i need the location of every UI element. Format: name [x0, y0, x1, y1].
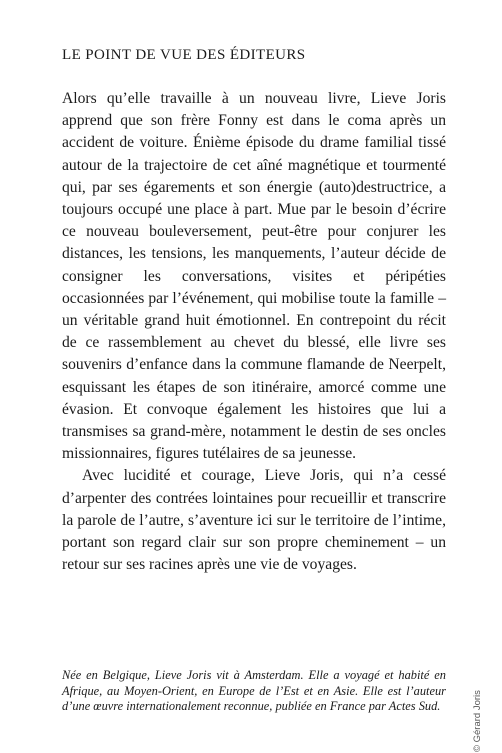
summary-text	[62, 88, 446, 576]
summary-paragraph-1: Alors qu’elle travaille à un nouveau livre, Lieve Joris apprend que son frère Fonny est dans le coma après un accident de voiture. Énième épisode du drame familial tissé autour de la trajectoire de cet aîné magnétique et tourmenté qui, par ses égarements et son énergie (auto)destructrice, a toujours occupé une place à part. Mue par le besoin d’écrire ce nouveau bouleversement, peut-être pour conjurer les distances, les tensions, les manquements, l’auteur décide de consigner les conversations, visites et péripéties occasionnées par l’événement, qui mobilise toute la famille – un véritable grand huit émotionnel. En contrepoint du récit de ce rassemblement au chevet du blessé, elle livre ses souvenirs d’enfance dans la commune flamande de Neerpelt, esquissant les étapes de son itinéraire, amorcé comme une évasion. Et convoque également les histoires que lui a transmises sa grand-mère, notamment le destin de ses oncles missionnaires, figures tutélaires de sa jeunesse.	[62, 90, 446, 463]
section-heading: LE POINT DE VUE DES ÉDITEURS	[62, 47, 306, 63]
author-bio: Née en Belgique, Lieve Joris vit à Amsterdam. Elle a voyagé et habité en Afrique, au Moyen-Orient, en Europe de l’Est et en Asie. Elle est l’auteur d’une œuvre internationalement reconnue, publiée en France par Actes Sud.	[62, 668, 446, 714]
summary-paragraph-2: Avec lucidité et courage, Lieve Joris, qui n’a cessé d’arpenter des contrées lointaines pour recueillir et transcrire la parole de l’autre, s’aventure ici sur le territoire de l’intime, portant son regard clair sur son propre cheminement – un retour sur ses racines après une vie de voyages.	[62, 467, 446, 574]
photo-credit: © Gérard Joris	[472, 690, 483, 752]
